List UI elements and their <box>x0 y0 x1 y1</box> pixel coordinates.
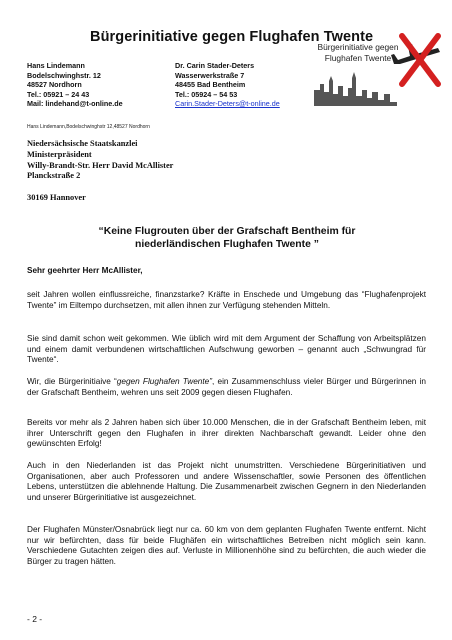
contact-block-right <box>175 61 280 109</box>
organization-title: Bürgerinitiative gegen Flughafen Twente <box>90 29 374 45</box>
page-number: - 2 - <box>27 614 43 624</box>
contact-name: Hans Lindemann <box>27 61 85 70</box>
recipient-line: Ministerpräsident <box>27 149 92 159</box>
recipient-postcode: 30169 Hannover <box>27 193 86 202</box>
paragraph: Der Flughafen Münster/Osnabrück liegt nur ca. 60 km von dem geplanten Flughafen Twente entfernt. Nicht nur wir befürchten, dass für beide Flughäfen ein wirtschaftliches Betreiben nicht möglich sein kann. Verschiedene Gutachten zeigen dies auf. Verluste in Millionenhöhe sind zu befürchten, die auch wieder die Bürger zu tragen hätten. <box>27 525 426 566</box>
mail-prefix: Mail: <box>27 99 46 109</box>
paragraph: Bereits vor mehr als 2 Jahren haben sich über 10.000 Menschen, die in der Grafschaft Bentheim leben, mit ihrer Unterschrift gegen den Flughafen in ihrer direkten Nachbarschaft gewandt. Leider ohne den gewünschten Erfolg! <box>27 418 426 449</box>
paragraph: seit Jahren wollen einflussreiche, finanzstarke? Kräfte in Enschede und Umgebung das “Flughafenprojekt Twente” im Eiltempo durchsetzen, mit allen ihnen zur Verfügung stehenden Mitteln. <box>27 290 426 310</box>
contact-mail-row <box>27 99 123 109</box>
recipient-line: Niedersächsische Staatskanzlei <box>27 139 138 148</box>
contact-phone: Tel.: 05924 – 54 53 <box>175 89 238 99</box>
subject-line: “Keine Flugrouten über der Grafschaft Bentheim für <box>98 226 356 237</box>
contact-phone: Tel.: 05921 – 24 43 <box>27 89 90 99</box>
paragraph: Auch in den Niederlanden ist das Projekt nicht unumstritten. Verschiedene Bürgerinitiativen und Organisationen, aber auch Professoren und andere Wissenschaftler, sowie Personen des öffentlichen Lebens, unterstützen die ablehnende Haltung. Die Zusammenarbeit zwischen Gegnern in den Niederlanden und unserer Bürgerinitiative ist ausgezeichnet. <box>27 461 426 502</box>
mail-address: lindehand@t-online.de <box>45 99 123 109</box>
logo-text-line1: Bürgerinitiative gegen <box>317 42 399 52</box>
paragraph-italic: gegen Flughafen Twente” <box>116 377 212 386</box>
letter-subject <box>27 225 427 251</box>
recipient-line: Willy-Brandt-Str. Herr David McAllister <box>27 160 174 170</box>
contact-street: Wasserwerkstraße 7 <box>175 70 245 80</box>
contact-street: Bodelschwinghstr. 12 <box>27 70 101 80</box>
initiative-logo <box>312 26 442 106</box>
recipient-address <box>27 139 173 182</box>
recipient-line: Planckstraße 2 <box>27 171 81 181</box>
paragraph-text: Wir, die Bürgerinitiaive “ <box>27 377 117 386</box>
paragraph: Sie sind damit schon weit gekommen. Wie üblich wird mit dem Argument der Schaffung von Arbeitsplätzen und einem damit verbundenen wirtschaftlichen Aufschwung geworben – genannt auch „Schwungrad für Twente“. <box>27 334 426 365</box>
logo-text-line2: Flughafen Twente <box>324 53 392 63</box>
subject-line: niederländischen Flughafen Twente ” <box>135 239 319 250</box>
sender-return-line: Hans Lindemann,Bodelschwinghstr 12,48527 Nordhorn <box>27 124 150 130</box>
contact-city: 48527 Nordhorn <box>27 80 82 90</box>
contact-name: Dr. Carin Stader-Deters <box>175 61 255 70</box>
email-link[interactable]: Carin.Stader-Deters@t-online.de <box>175 99 280 109</box>
paragraph <box>27 377 426 398</box>
contact-city: 48455 Bad Bentheim <box>175 80 246 90</box>
salutation: Sehr geehrter Herr McAllister, <box>27 266 143 275</box>
skyline-icon <box>314 72 397 106</box>
paragraph-text: , ein Zusammenschluss vieler Bürger und Bürgerinnen in der Grafschaft Bentheim, wehren uns seit 2009 gegen diesen Flughafen. <box>27 377 426 397</box>
contact-block-left <box>27 61 123 109</box>
